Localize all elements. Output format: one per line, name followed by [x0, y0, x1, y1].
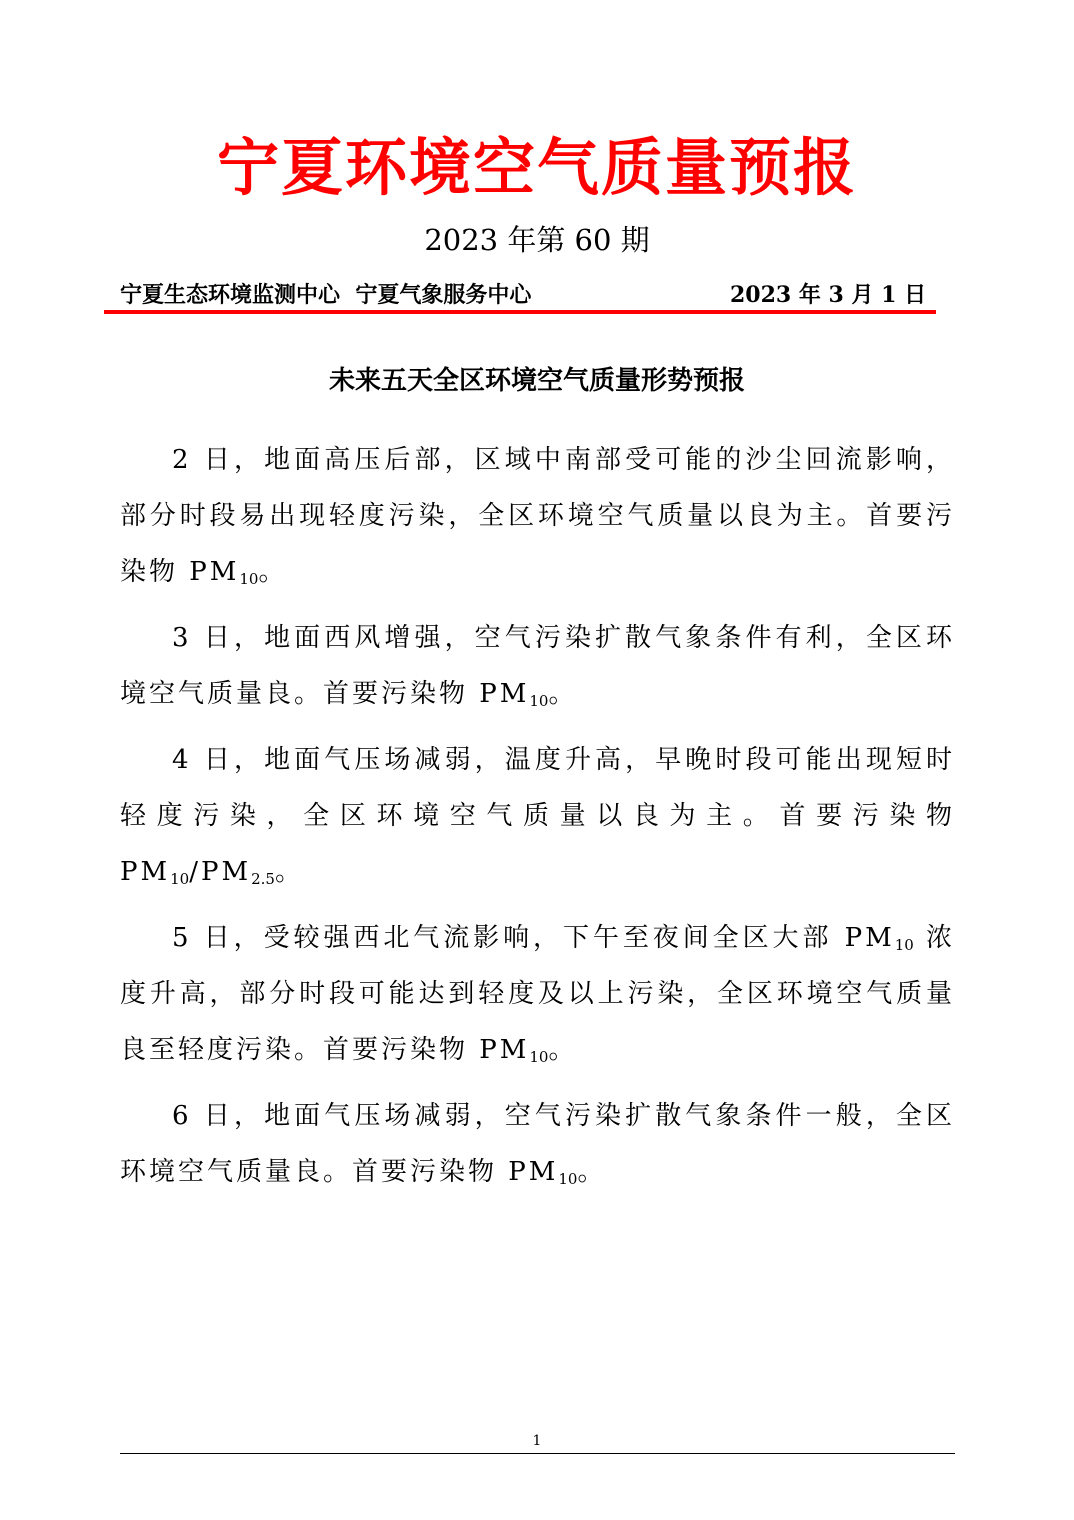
forecast-paragraph-day2: 2 日，地面高压后部，区域中南部受可能的沙尘回流影响，部分时段易出现轻度污染，全区环境空气质量以良为主。首要污染物 $PM_{10}$。: [120, 445, 955, 588]
footer-divider: [120, 1453, 955, 1454]
issue-date: 2023 年 3 月 1 日: [730, 282, 927, 308]
forecast-body: [120, 432, 955, 1210]
issue-number: 2023 年第 60 期: [424, 223, 650, 257]
masthead-title: 宁夏环境空气质量预报: [216, 131, 857, 204]
forecast-paragraph-day5: 5 日，受较强西北气流影响，下午至夜间全区大部 $PM_{10}$ 浓度升高，部分时段可能达到轻度及以上污染，全区环境空气质量良至轻度污染。首要污染物 $PM_{10}$。: [120, 923, 955, 1066]
section-title: 未来五天全区环境空气质量形势预报: [328, 366, 745, 396]
page-number: 1: [532, 1433, 542, 1449]
forecast-paragraph-day4: 4 日，地面气压场减弱，温度升高，早晚时段可能出现短时轻度污染，全区环境空气质量以良为主。首要污染物 $PM_{10}/PM_{2.5}$。: [120, 745, 955, 888]
header-divider: [104, 310, 936, 314]
forecast-paragraph-day6: 6 日，地面气压场减弱，空气污染扩散气象条件一般，全区环境空气质量良。首要污染物 $PM_{10}$。: [120, 1101, 955, 1188]
forecast-paragraph-day3: 3 日，地面西风增强，空气污染扩散气象条件有利，全区环境空气质量良。首要污染物 $PM_{10}$。: [120, 623, 955, 710]
issuer-names: 宁夏生态环境监测中心 宁夏气象服务中心: [120, 282, 532, 308]
